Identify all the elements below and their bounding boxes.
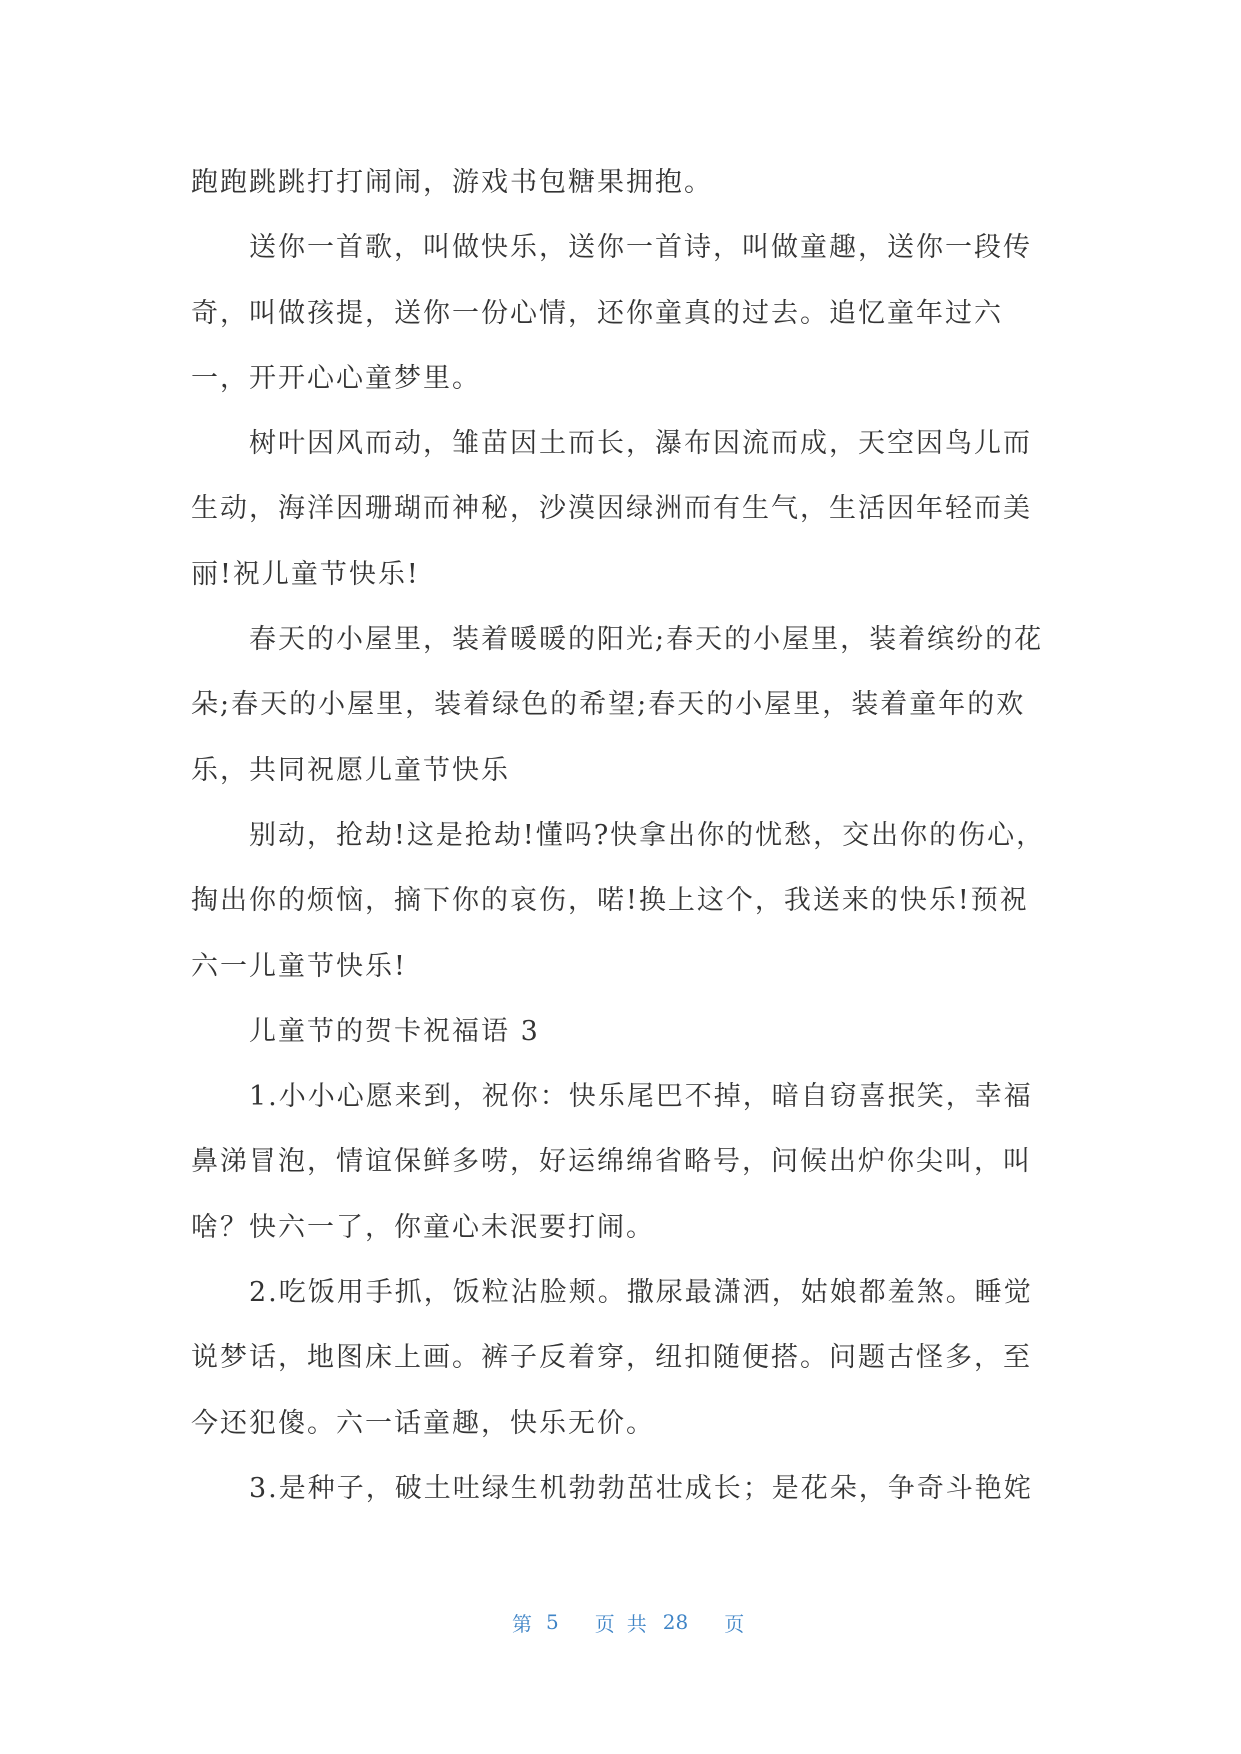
document-body [191, 150, 1191, 1521]
footer-page-suffix: 页 [724, 1611, 745, 1636]
footer-page-middle: 页共 [594, 1611, 659, 1636]
text-line: 奇，叫做孩提，送你一份心情，还你童真的过去。追忆童年过六 [191, 297, 1003, 329]
paragraph [191, 411, 1191, 607]
text-line: 说梦话，地图床上画。裤子反着穿，纽扣随便搭。问题古怪多，至 [191, 1342, 1032, 1374]
text-line: 树叶因风而动，雏苗因土而长，瀑布因流而成，天空因鸟儿而 [249, 428, 1032, 460]
text-line: 掏出你的烦恼，摘下你的哀伤，喏!换上这个，我送来的快乐!预祝 [191, 885, 1029, 917]
text-line: 乐，共同祝愿儿童节快乐 [191, 754, 510, 786]
text-line: 今还犯傻。六一话童趣，快乐无价。 [191, 1407, 655, 1439]
text-line: 啥？快六一了，你童心未泯要打闹。 [191, 1211, 655, 1243]
text-line: 送你一首歌，叫做快乐，送你一首诗，叫做童趣，送你一段传 [249, 232, 1032, 264]
text-line: 丽!祝儿童节快乐! [191, 558, 420, 590]
current-page-number: 5 [546, 1610, 559, 1634]
numbered-item [191, 1456, 1191, 1521]
text-line: 朵;春天的小屋里，装着绿色的希望;春天的小屋里，装着童年的欢 [191, 689, 1026, 721]
paragraph [191, 215, 1191, 411]
paragraph [191, 803, 1191, 999]
text-line: 3.是种子，破土吐绿生机勃勃茁壮成长；是花朵，争奇斗艳姹 [249, 1472, 1033, 1504]
page-footer [512, 1608, 744, 1636]
paragraph [191, 150, 1191, 215]
total-pages-number: 28 [662, 1610, 689, 1634]
numbered-item [191, 1064, 1191, 1260]
text-line: 1.小小心愿来到，祝你：快乐尾巴不掉，暗自窃喜抿笑，幸福 [249, 1081, 1033, 1113]
text-line: 鼻涕冒泡，情谊保鲜多唠，好运绵绵省略号，问候出炉你尖叫，叫 [191, 1146, 1032, 1178]
text-line: 跑跑跳跳打打闹闹，游戏书包糖果拥抱。 [191, 167, 713, 198]
text-line: 生动，海洋因珊瑚而神秘，沙漠因绿洲而有生气，生活因年轻而美 [191, 493, 1032, 525]
text-line: 一，开开心心童梦里。 [191, 362, 481, 394]
footer-page-prefix: 第 [512, 1611, 532, 1636]
text-line: 六一儿童节快乐! [191, 950, 407, 982]
section-heading: 儿童节的贺卡祝福语 3 [249, 1015, 540, 1047]
paragraph [191, 607, 1191, 803]
numbered-item [191, 1260, 1191, 1456]
text-line: 春天的小屋里，装着暖暖的阳光;春天的小屋里，装着缤纷的花 [249, 624, 1044, 656]
text-line: 2.吃饭用手抓，饭粒沾脸颊。撒尿最潇洒，姑娘都羞煞。睡觉 [249, 1277, 1033, 1309]
text-line: 别动，抢劫!这是抢劫!懂吗?快拿出你的忧愁，交出你的伤心， [249, 819, 1046, 851]
